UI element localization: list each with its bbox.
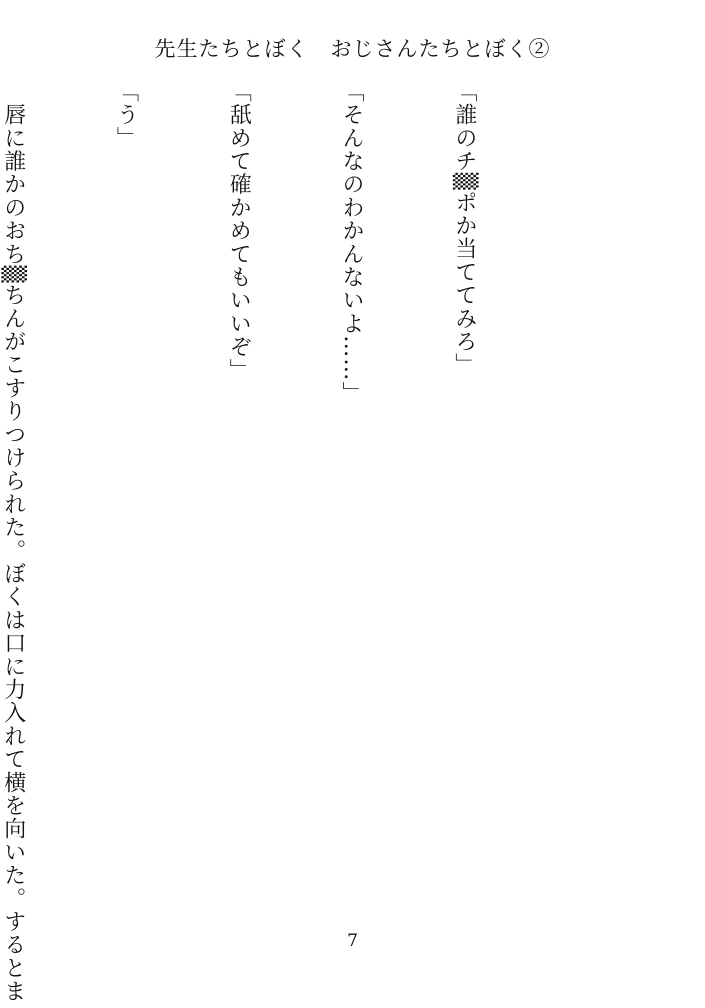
text-column-2: 「そんなのわかんないよ……」	[339, 80, 365, 405]
text-column-4: 「う」	[113, 80, 139, 150]
text-column-1: 「誰のチ▒ポか当ててみろ」	[451, 80, 477, 377]
running-title: 先生たちとぼく おじさんたちとぼく②	[154, 37, 551, 61]
text-column-3: 「舐めて確かめてもいいぞ」	[226, 80, 252, 382]
vertical-body-text	[0, 80, 558, 1003]
text-column-5: 唇に誰かのおち▒ちんがこすりつけられた。ぼくは口に力入れて横を向いた。するとま	[0, 80, 26, 1003]
page-number: 7	[347, 931, 358, 951]
